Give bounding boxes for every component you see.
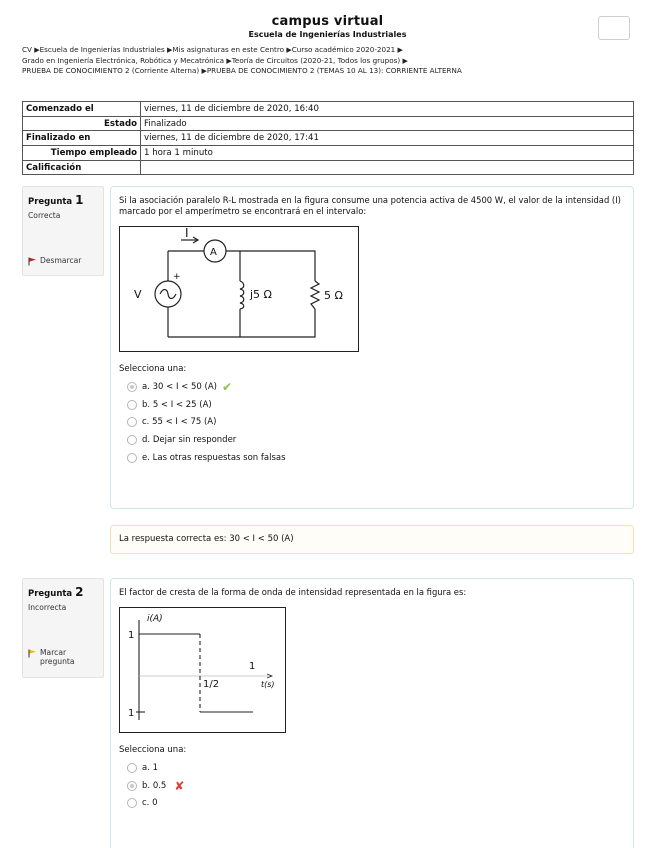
answer-option-d[interactable] xyxy=(119,431,625,449)
summary-value: 1 hora 1 minuto xyxy=(141,146,634,161)
answer-letter: b. xyxy=(142,399,151,410)
breadcrumb-separator-icon: ▶ xyxy=(226,56,232,65)
incorrect-cross-icon: ✘ xyxy=(174,778,185,793)
site-header xyxy=(0,14,655,39)
question-label: Pregunta xyxy=(28,197,73,207)
ammeter-label: A xyxy=(210,247,217,258)
current-label: I xyxy=(185,227,189,240)
inductor-label: j5 Ω xyxy=(250,288,272,301)
question-number-value: 2 xyxy=(75,585,84,599)
y-top-label: 1 xyxy=(128,630,135,641)
circuit-figure xyxy=(119,226,359,352)
answer-text: 0.5 xyxy=(152,780,167,791)
question-text: El factor de cresta de la forma de onda de intensidad representada en la figura es: xyxy=(119,587,467,597)
site-subtitle: Escuela de Ingenierías Industriales xyxy=(248,30,407,39)
answer-prompt: Selecciona una: xyxy=(119,364,187,374)
flag-icon xyxy=(28,257,37,266)
summary-value: viernes, 11 de diciembre de 2020, 16:40 xyxy=(141,102,634,117)
answer-option-c[interactable] xyxy=(119,795,625,813)
radio-button[interactable] xyxy=(127,400,137,410)
breadcrumb-separator-icon: ▶ xyxy=(397,46,403,54)
answer-letter: a. xyxy=(142,762,150,773)
breadcrumb-separator-icon: ▶ xyxy=(167,46,173,54)
site-title: campus virtual xyxy=(271,14,384,29)
summary-label: Comenzado el xyxy=(23,102,141,117)
summary-row-grade xyxy=(23,160,634,175)
summary-row-finished xyxy=(23,131,634,146)
resistor-label: 5 Ω xyxy=(324,289,343,302)
answer-text: 30 < I < 50 (A) xyxy=(152,381,217,392)
radio-button[interactable] xyxy=(127,798,137,808)
flag-question-button[interactable] xyxy=(28,256,98,266)
answer-text: Las otras respuestas son falsas xyxy=(152,453,286,464)
user-menu-box[interactable] xyxy=(598,16,630,40)
answer-text: 1 xyxy=(152,762,159,773)
answer-option-b[interactable] xyxy=(119,777,625,795)
question-state: Incorrecta xyxy=(28,603,67,612)
breadcrumb-item-degree[interactable]: Grado en Ingeniería Electrónica, Robótica y Mecatrónica xyxy=(22,55,225,65)
answer-option-c[interactable] xyxy=(119,414,625,432)
answer-option-a[interactable] xyxy=(119,378,625,396)
breadcrumb-item-quiz[interactable]: PRUEBA DE CONOCIMIENTO 2 (TEMAS 10 AL 13): CORRIENTE ALTERNA xyxy=(206,66,462,76)
question-2-info xyxy=(22,578,104,678)
source-label: V xyxy=(134,288,142,301)
source-sign: + xyxy=(173,272,181,282)
breadcrumb-separator-icon: ▶ xyxy=(402,56,408,65)
period-label: 1 xyxy=(249,661,256,672)
answer-text: 5 < I < 25 (A) xyxy=(152,399,212,410)
summary-label: Finalizado en xyxy=(23,131,141,146)
breadcrumb-separator-icon: ▶ xyxy=(34,46,40,54)
summary-value xyxy=(141,160,634,175)
waveform-graph xyxy=(120,608,285,732)
radio-button[interactable] xyxy=(127,417,137,427)
question-number xyxy=(28,193,98,207)
correct-check-icon: ✔ xyxy=(221,379,233,394)
answer-list xyxy=(119,759,625,812)
flag-question-button[interactable] xyxy=(28,648,98,666)
y-axis-label: i(A) xyxy=(147,614,163,624)
radio-button[interactable] xyxy=(127,453,137,463)
radio-button[interactable] xyxy=(127,763,137,773)
breadcrumb-separator-icon: ▶ xyxy=(286,46,292,54)
breadcrumb-item-year[interactable]: Curso académico 2020-2021 xyxy=(291,45,396,54)
summary-row-state xyxy=(23,116,634,131)
question-label: Pregunta xyxy=(28,589,73,599)
y-bottom-label: 1 xyxy=(128,708,135,719)
attempt-summary-table xyxy=(22,101,634,175)
question-state: Correcta xyxy=(28,211,61,220)
breadcrumb xyxy=(22,45,632,77)
answer-letter: b. xyxy=(142,780,151,791)
answer-option-b[interactable] xyxy=(119,396,625,414)
question-1-feedback: La respuesta correcta es: 30 < I < 50 (A) xyxy=(110,525,634,554)
summary-label: Calificación xyxy=(23,160,141,175)
breadcrumb-separator-icon: ▶ xyxy=(201,67,207,76)
question-text: Si la asociación paralelo R-L mostrada en la figura consume una potencia activa de 4500 W, el valor de la intensidad (I) marcado por el amperímetro se encontrará en el intervalo: xyxy=(119,195,621,216)
breadcrumb-item-course[interactable]: Teoría de Circuitos (2020-21, Todos los grupos) xyxy=(231,55,401,65)
question-2-content xyxy=(110,578,634,848)
x-axis-label: t(s) xyxy=(261,680,275,689)
answer-text: 55 < I < 75 (A) xyxy=(152,417,217,428)
radio-button[interactable] xyxy=(127,382,137,392)
answer-letter: e. xyxy=(142,453,150,464)
breadcrumb-item-cv[interactable]: CV xyxy=(22,45,32,54)
flag-label: Marcar pregunta xyxy=(40,648,75,666)
flag-icon xyxy=(28,649,37,658)
answer-letter: a. xyxy=(142,381,150,392)
circuit-diagram xyxy=(120,227,358,351)
answer-letter: d. xyxy=(142,435,151,446)
flag-label: Desmarcar xyxy=(40,256,82,265)
summary-label: Estado xyxy=(23,116,141,131)
breadcrumb-item-section[interactable]: PRUEBA DE CONOCIMIENTO 2 (Corriente Alterna) xyxy=(22,66,200,76)
answer-letter: c. xyxy=(142,798,150,809)
waveform-figure xyxy=(119,607,286,733)
answer-text: Dejar sin responder xyxy=(152,435,237,446)
radio-button[interactable] xyxy=(127,781,137,791)
answer-prompt: Selecciona una: xyxy=(119,745,187,755)
answer-list xyxy=(119,378,625,467)
answer-option-e[interactable] xyxy=(119,449,625,467)
question-1-content xyxy=(110,186,634,509)
summary-label: Tiempo empleado xyxy=(23,146,141,161)
radio-button[interactable] xyxy=(127,435,137,445)
summary-value: viernes, 11 de diciembre de 2020, 17:41 xyxy=(141,131,634,146)
answer-text: 0 xyxy=(152,798,158,809)
question-number-value: 1 xyxy=(75,193,84,207)
breadcrumb-item-my-courses[interactable]: Mis asignaturas en este Centro xyxy=(172,45,285,54)
breadcrumb-item-school[interactable]: Escuela de Ingenierías Industriales xyxy=(39,45,165,54)
answer-option-a[interactable] xyxy=(119,759,625,777)
half-period-label: 1/2 xyxy=(203,679,220,690)
answer-letter: c. xyxy=(142,417,150,428)
summary-row-started xyxy=(23,102,634,117)
summary-value: Finalizado xyxy=(141,116,634,131)
question-number xyxy=(28,585,98,599)
question-1-info xyxy=(22,186,104,276)
summary-row-time xyxy=(23,146,634,161)
